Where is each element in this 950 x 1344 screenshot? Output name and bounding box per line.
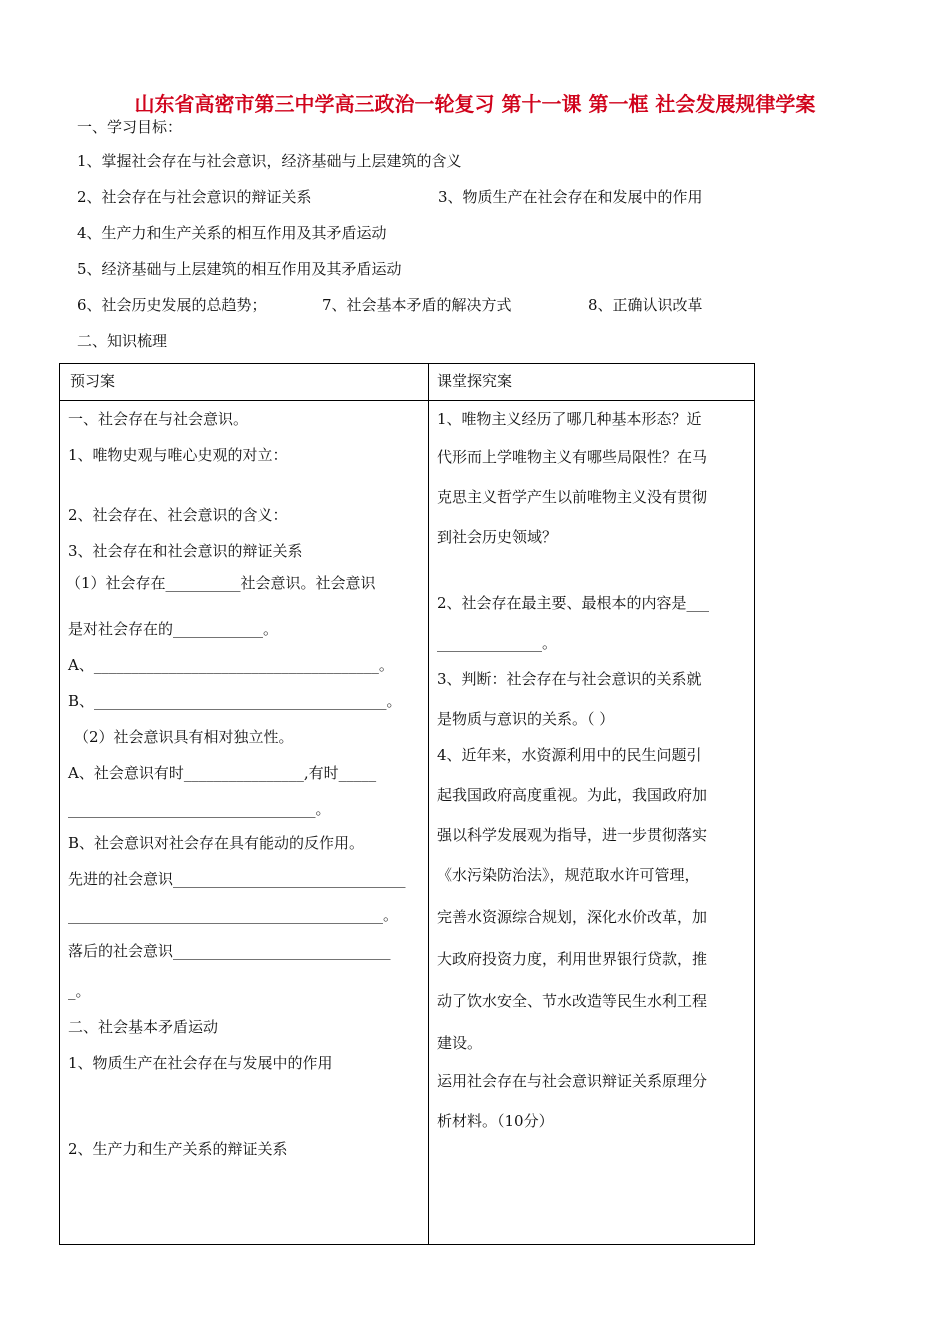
left-line: 落后的社会意识_____________________________ — [68, 942, 391, 960]
section-heading-objectives: 一、学习目标： — [77, 118, 183, 136]
right-line: 克思主义哲学产生以前唯物主义没有贯彻 — [437, 488, 708, 506]
right-line: 析材料。（10分） — [437, 1112, 554, 1130]
left-column-header: 预习案 — [70, 372, 116, 390]
left-line: _________________________________。 — [68, 800, 331, 818]
left-line: 是对社会存在的____________。 — [68, 620, 279, 638]
right-column-header: 课堂探究案 — [437, 372, 513, 390]
right-line: 到社会历史领域？ — [437, 528, 558, 546]
right-line: 运用社会存在与社会意识辩证关系原理分 — [437, 1072, 708, 1090]
left-line: __________________________________________。 — [68, 906, 399, 924]
objective-6: 6、社会历史发展的总趋势； — [77, 296, 267, 314]
right-line: 建设。 — [437, 1034, 483, 1052]
left-line: 2、生产力和生产关系的辩证关系 — [68, 1140, 288, 1158]
objective-7: 7、社会基本矛盾的解决方式 — [322, 296, 512, 314]
header-divider — [60, 400, 754, 401]
objective-1: 1、掌握社会存在与社会意识，经济基础与上层建筑的含义 — [77, 152, 462, 170]
left-line: 3、社会存在和社会意识的辩证关系 — [68, 542, 303, 560]
study-table — [59, 363, 755, 1245]
objective-2: 2、社会存在与社会意识的辩证关系 — [77, 188, 312, 206]
left-line: 1、物质生产在社会存在与发展中的作用 — [68, 1054, 333, 1072]
left-line: A、社会意识有时________________,有时_____ — [68, 764, 377, 782]
left-line: _。 — [68, 982, 91, 1000]
right-line: 是物质与意识的关系。（ ） — [437, 710, 615, 728]
objective-5: 5、经济基础与上层建筑的相互作用及其矛盾运动 — [77, 260, 402, 278]
objective-3: 3、物质生产在社会存在和发展中的作用 — [438, 188, 703, 206]
right-line: 完善水资源综合规划，深化水价改革，加 — [437, 908, 708, 926]
right-line: 大政府投资力度，利用世界银行贷款，推 — [437, 950, 708, 968]
right-line: 4、近年来，水资源利用中的民生问题引 — [437, 746, 702, 764]
column-divider — [428, 364, 429, 1244]
right-line: 1、唯物主义经历了哪几种基本形态？近 — [437, 410, 702, 428]
left-line: （1）社会存在__________社会意识。社会意识 — [66, 574, 376, 592]
objective-8: 8、正确认识改革 — [588, 296, 703, 314]
left-line: A、______________________________________。 — [68, 656, 394, 674]
right-line: 动了饮水安全、节水改造等民生水利工程 — [437, 992, 708, 1010]
left-line: B、社会意识对社会存在具有能动的反作用。 — [68, 834, 365, 852]
right-line: 强以科学发展观为指导，进一步贯彻落实 — [437, 826, 708, 844]
left-line: （2）社会意识具有相对独立性。 — [74, 728, 294, 746]
objective-4: 4、生产力和生产关系的相互作用及其矛盾运动 — [77, 224, 387, 242]
left-line: 二、社会基本矛盾运动 — [68, 1018, 219, 1036]
right-line: 3、判断：社会存在与社会意识的关系就 — [437, 670, 702, 688]
right-line: 《水污染防治法》，规范取水许可管理， — [437, 866, 700, 884]
right-line: 2、社会存在最主要、最根本的内容是___ — [437, 594, 710, 612]
left-line: 一、社会存在与社会意识。 — [68, 410, 249, 428]
right-line: ______________。 — [437, 634, 558, 652]
left-line: B、_______________________________________。 — [68, 692, 402, 710]
left-line: 2、社会存在、社会意识的含义： — [68, 506, 288, 524]
right-line: 代形而上学唯物主义有哪些局限性？在马 — [437, 448, 708, 466]
left-line: 先进的社会意识_______________________________ — [68, 870, 406, 888]
right-line: 起我国政府高度重视。为此，我国政府加 — [437, 786, 708, 804]
page-title: 山东省高密市第三中学高三政治一轮复习 第十一课 第一框 社会发展规律学案 — [134, 92, 816, 116]
section-heading-knowledge: 二、知识梳理 — [77, 332, 168, 350]
left-line: 1、唯物史观与唯心史观的对立： — [68, 446, 288, 464]
